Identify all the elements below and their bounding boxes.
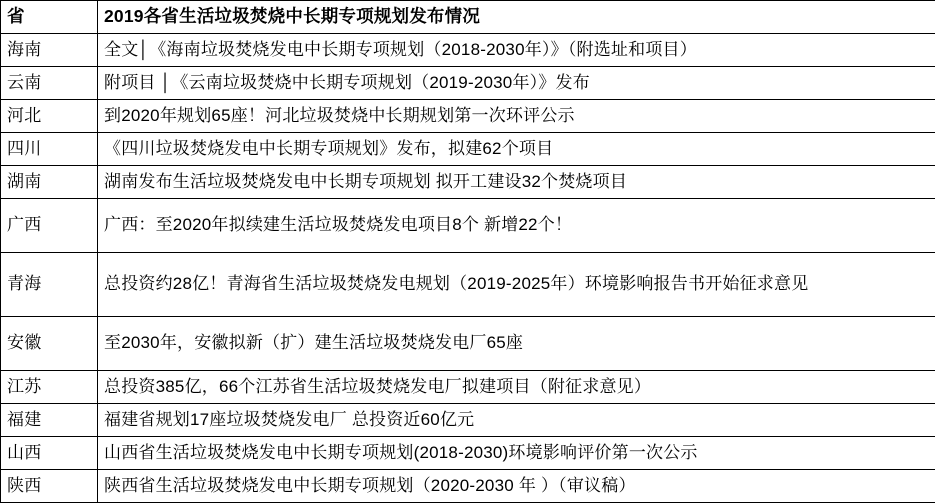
table-row [1, 133, 935, 166]
cell-province: 四川 [1, 133, 98, 166]
cell-province: 海南 [1, 34, 98, 67]
cell-province: 陕西 [1, 470, 98, 503]
cell-province: 山西 [1, 437, 98, 470]
cell-content: 到2020年规划65座！河北垃圾焚烧中长期规划第一次环评公示 [98, 100, 935, 133]
cell-content: 附项目 │《云南垃圾焚烧中长期专项规划（2019-2030年）》发布 [98, 67, 935, 100]
table-row [1, 470, 935, 503]
table-row [1, 100, 935, 133]
table-row [1, 34, 935, 67]
cell-province: 福建 [1, 404, 98, 437]
table-header-row [1, 1, 935, 34]
table-row [1, 199, 935, 253]
cell-province: 湖南 [1, 166, 98, 199]
table-row [1, 67, 935, 100]
cell-content: 山西省生活垃圾焚烧发电中长期专项规划(2018-2030)环境影响评价第一次公示 [98, 437, 935, 470]
cell-content: 广西：至2020年拟续建生活垃圾焚烧发电项目8个 新增22个！ [98, 199, 935, 253]
header-cell-title: 2019各省生活垃圾焚烧中长期专项规划发布情况 [98, 1, 935, 34]
cell-content: 总投资约28亿！青海省生活垃圾焚烧发电规划（2019-2025年）环境影响报告书开始征求意见 [98, 253, 935, 317]
table-row [1, 253, 935, 317]
cell-content: 陕西省生活垃圾焚烧发电中长期专项规划（2020-2030 年 ）（审议稿） [98, 470, 935, 503]
cell-province: 河北 [1, 100, 98, 133]
cell-province: 江苏 [1, 371, 98, 404]
table-row [1, 404, 935, 437]
cell-province: 广西 [1, 199, 98, 253]
cell-content: 《四川垃圾焚烧发电中长期专项规划》发布，拟建62个项目 [98, 133, 935, 166]
header-cell-province: 省 [1, 1, 98, 34]
table-row [1, 371, 935, 404]
cell-content: 福建省规划17座垃圾焚烧发电厂 总投资近60亿元 [98, 404, 935, 437]
table-body [1, 1, 935, 503]
table-row [1, 317, 935, 371]
cell-province: 青海 [1, 253, 98, 317]
cell-content: 全文│《海南垃圾焚烧发电中长期专项规划（2018-2030年）》（附选址和项目） [98, 34, 935, 67]
cell-province: 云南 [1, 67, 98, 100]
cell-content: 至2030年，安徽拟新（扩）建生活垃圾焚烧发电厂65座 [98, 317, 935, 371]
cell-content: 湖南发布生活垃圾焚烧发电中长期专项规划 拟开工建设32个焚烧项目 [98, 166, 935, 199]
cell-province: 安徽 [1, 317, 98, 371]
table-row [1, 437, 935, 470]
table-row [1, 166, 935, 199]
cell-content: 总投资385亿，66个江苏省生活垃圾焚烧发电厂拟建项目（附征求意见） [98, 371, 935, 404]
